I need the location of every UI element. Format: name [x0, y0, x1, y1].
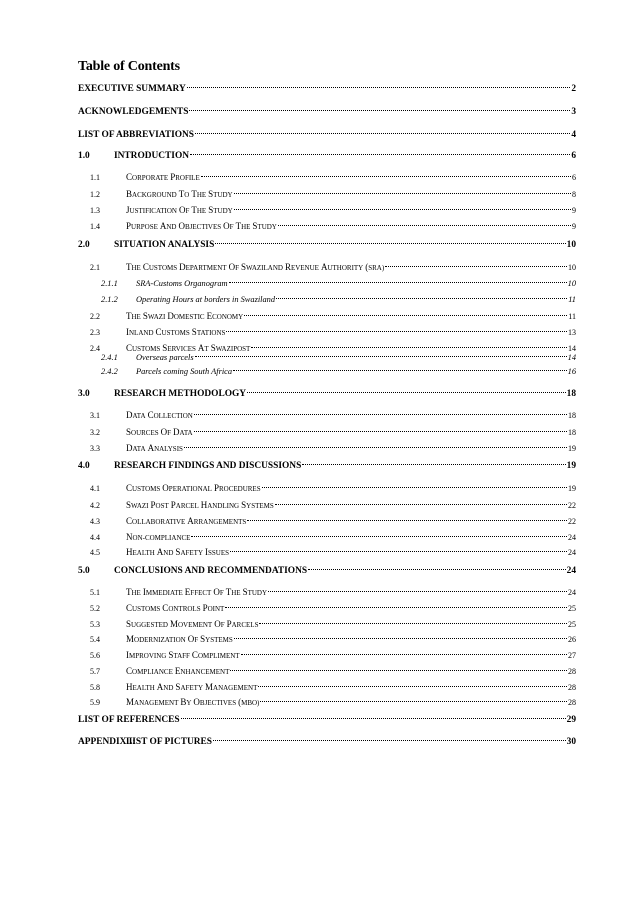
toc-entry-page-number: 24 — [568, 588, 576, 597]
toc-entry[interactable] — [90, 327, 576, 337]
toc-entry-page-number: 25 — [568, 620, 576, 629]
toc-entry[interactable] — [90, 221, 576, 231]
toc-entry-label: PURPOSE AND OBJECTIVES OF THE STUDY — [126, 221, 277, 231]
toc-entry-number: 2.1.1 — [101, 279, 118, 288]
dot-leader — [195, 356, 567, 357]
toc-entry-page-number: 10 — [566, 240, 576, 250]
toc-entry-number: 5.7 — [90, 667, 100, 676]
toc-entry-label: HEALTH AND SAFETY ISSUES — [126, 547, 230, 557]
toc-entry-label: Overseas parcels — [136, 353, 194, 362]
toc-entry-number: 3.1 — [90, 411, 100, 420]
dot-leader — [234, 193, 571, 194]
dot-leader — [251, 347, 567, 348]
toc-entry[interactable] — [90, 483, 576, 493]
toc-entry-number: 5.6 — [90, 651, 100, 660]
dot-leader — [229, 282, 567, 283]
toc-entry[interactable] — [78, 130, 576, 140]
dot-leader — [230, 551, 567, 552]
dot-leader — [260, 701, 567, 702]
toc-entry-number: 2.1.2 — [101, 295, 118, 304]
toc-entry-page-number: 28 — [568, 698, 576, 707]
dot-leader — [187, 87, 571, 88]
toc-entry[interactable] — [101, 367, 576, 376]
toc-entry-label: HEALTH AND SAFETY MANAGEMENT — [126, 682, 258, 692]
toc-entry-number: 4.4 — [90, 533, 100, 542]
toc-entry-number: 1.2 — [90, 190, 100, 199]
toc-entry-number: 3.0 — [78, 389, 90, 399]
toc-entry-page-number: 26 — [568, 635, 576, 644]
toc-entry-label: CUSTOMS OPERATIONAL PROCEDURES — [126, 483, 261, 493]
toc-entry[interactable] — [78, 461, 576, 471]
toc-entry-page-number: 22 — [568, 501, 576, 510]
toc-entry-number: 5.9 — [90, 698, 100, 707]
toc-entry-number: 1.1 — [90, 173, 100, 182]
dot-leader — [258, 686, 567, 687]
toc-entry[interactable] — [78, 151, 576, 161]
toc-entry[interactable] — [78, 737, 576, 747]
dot-leader — [244, 315, 567, 316]
toc-entry-label: RESEARCH METHODOLOGY — [114, 389, 247, 399]
toc-entry-label: MODERNIZATION OF SYSTEMS — [126, 634, 233, 644]
toc-entry-page-number: 10 — [568, 263, 576, 272]
toc-entry-page-number: 3 — [571, 107, 576, 117]
toc-entry-label: Operating Hours at borders in Swaziland — [136, 295, 276, 304]
toc-entry-page-number: 9 — [572, 206, 576, 215]
toc-entry-label: BACKGROUND TO THE STUDY — [126, 189, 233, 199]
toc-entry-number: 3.3 — [90, 444, 100, 453]
toc-entry-number: 1.4 — [90, 222, 100, 231]
toc-entry-label: THE SWAZI DOMESTIC ECONOMY — [126, 311, 244, 321]
dot-leader — [233, 370, 567, 371]
toc-entry[interactable] — [90, 311, 576, 321]
dot-leader — [241, 654, 567, 655]
dot-leader — [181, 718, 566, 719]
toc-entry[interactable] — [90, 650, 576, 660]
toc-entry-number: 5.8 — [90, 683, 100, 692]
toc-entry-page-number: 29 — [566, 715, 576, 725]
toc-entry-page-number: 14 — [567, 353, 576, 362]
toc-entry-page-number: 2 — [571, 84, 576, 94]
toc-entry-label: INTRODUCTION — [114, 151, 190, 161]
toc-entry[interactable] — [90, 410, 576, 420]
dot-leader — [190, 154, 570, 155]
toc-entry-label: CORPORATE PROFILE — [126, 172, 200, 182]
toc-entry-number: 4.1 — [90, 484, 100, 493]
toc-entry-page-number: 24 — [568, 548, 576, 557]
toc-entry-page-number: 19 — [566, 461, 576, 471]
toc-entry[interactable] — [101, 295, 576, 304]
toc-entry-label: SOURCES OF DATA — [126, 427, 193, 437]
dot-leader — [191, 536, 567, 537]
toc-entry-label: DATA COLLECTION — [126, 410, 193, 420]
dot-leader — [213, 740, 566, 741]
toc-entry-page-number: 10 — [567, 279, 576, 288]
toc-entry[interactable] — [90, 343, 576, 353]
toc-entry-number: 1.0 — [78, 151, 90, 161]
toc-entry[interactable] — [78, 84, 576, 94]
toc-entry-number: 1.3 — [90, 206, 100, 215]
toc-entry[interactable] — [90, 547, 576, 557]
dot-leader — [226, 331, 567, 332]
dot-leader — [247, 520, 567, 521]
dot-leader — [247, 392, 566, 393]
toc-entry-label: Parcels coming South Africa — [136, 367, 233, 376]
toc-entry[interactable] — [90, 500, 576, 510]
toc-entry-number: 5.3 — [90, 620, 100, 629]
toc-entry[interactable] — [78, 389, 576, 399]
toc-entry-page-number: 9 — [572, 222, 576, 231]
toc-entry-label: COMPLIANCE ENHANCEMENT — [126, 666, 230, 676]
toc-entry-page-number: 30 — [566, 737, 576, 747]
dot-leader — [201, 176, 571, 177]
toc-entry[interactable] — [90, 697, 576, 707]
toc-entry-page-number: 19 — [568, 444, 576, 453]
dot-leader — [276, 298, 567, 299]
toc-entry-label: DATA ANALYSIS — [126, 443, 183, 453]
toc-entry-number: APPENDIX I: — [78, 737, 136, 747]
toc-entry-number: 4.0 — [78, 461, 90, 471]
toc-title: Table of Contents — [78, 59, 180, 74]
toc-entry-number: 2.0 — [78, 240, 90, 250]
toc-entry-number: 4.3 — [90, 517, 100, 526]
toc-entry[interactable] — [90, 682, 576, 692]
dot-leader — [275, 504, 567, 505]
toc-entry-page-number: 6 — [572, 173, 576, 182]
toc-entry[interactable] — [90, 262, 576, 272]
toc-entry[interactable] — [90, 205, 576, 215]
toc-entry-page-number: 13 — [568, 328, 576, 337]
toc-entry-page-number: 14 — [568, 344, 576, 353]
toc-entry-label: LIST OF REFERENCES — [78, 715, 180, 725]
toc-entry-page-number: 18 — [566, 389, 576, 399]
dot-leader — [262, 487, 567, 488]
toc-entry-label: CUSTOMS SERVICES AT SWAZIPOST — [126, 343, 251, 353]
toc-entry-number: 2.2 — [90, 312, 100, 321]
toc-entry-label: SRA-Customs Organogram — [136, 279, 228, 288]
toc-entry-page-number: 19 — [568, 484, 576, 493]
toc-entry-page-number: 8 — [572, 190, 576, 199]
toc-entry[interactable] — [90, 443, 576, 453]
toc-entry-label: EXECUTIVE SUMMARY — [78, 84, 186, 94]
toc-entry-label: CUSTOMS CONTROLS POINT — [126, 603, 225, 613]
toc-entry-page-number: 24 — [568, 533, 576, 542]
toc-entry-label: NON-COMPLIANCE — [126, 532, 191, 542]
toc-entry[interactable] — [90, 587, 576, 597]
toc-entry-label: SITUATION ANALYSIS — [114, 240, 215, 250]
toc-entry-page-number: 27 — [568, 651, 576, 660]
dot-leader — [234, 209, 571, 210]
toc-entry-label: LIST OF ABBREVIATIONS — [78, 130, 195, 140]
dot-leader — [215, 243, 565, 244]
toc-entry-label: SWAZI POST PARCEL HANDLING SYSTEMS — [126, 500, 274, 510]
toc-entry[interactable] — [90, 427, 576, 437]
dot-leader — [278, 225, 571, 226]
toc-entry-page-number: 18 — [568, 411, 576, 420]
toc-entry-label: THE IMMEDIATE EFFECT OF THE STUDY — [126, 587, 268, 597]
toc-entry-page-number: 22 — [568, 517, 576, 526]
toc-entry-number: 5.2 — [90, 604, 100, 613]
dot-leader — [268, 591, 567, 592]
toc-entry[interactable] — [90, 634, 576, 644]
toc-entry-label: COLLABORATIVE ARRANGEMENTS — [126, 516, 247, 526]
dot-leader — [259, 623, 567, 624]
toc-entry-page-number: 6 — [571, 151, 576, 161]
toc-entry[interactable] — [78, 240, 576, 250]
toc-entry-number: 2.1 — [90, 263, 100, 272]
toc-entry-page-number: 11 — [568, 312, 576, 321]
dot-leader — [385, 266, 567, 267]
toc-entry-number: 4.5 — [90, 548, 100, 557]
toc-entry[interactable] — [78, 715, 576, 725]
toc-entry[interactable] — [101, 279, 576, 288]
toc-entry-label: LIST OF PICTURES — [126, 737, 212, 747]
toc-entry[interactable] — [78, 107, 576, 117]
dot-leader — [230, 670, 567, 671]
toc-entry-page-number: 11 — [568, 295, 576, 304]
toc-entry-label: ACKNOWLEDGEMENTS — [78, 107, 189, 117]
dot-leader — [225, 607, 567, 608]
toc-entry-label: MANAGEMENT BY OBJECTIVES (MBO) — [126, 697, 260, 707]
toc-entry[interactable] — [90, 666, 576, 676]
dot-leader — [194, 414, 567, 415]
dot-leader — [302, 464, 565, 465]
toc-entry-page-number: 28 — [568, 683, 576, 692]
toc-entry-number: 2.4.1 — [101, 353, 118, 362]
toc-entry-number: 2.3 — [90, 328, 100, 337]
toc-entry-label: THE CUSTOMS DEPARTMENT OF SWAZILAND REVENUE AUTHORITY (SRA) — [126, 262, 385, 272]
toc-entry[interactable] — [90, 603, 576, 613]
toc-entry-number: 2.4.2 — [101, 367, 118, 376]
toc-entry-label: IMPROVING STAFF COMPLIMENT — [126, 650, 240, 660]
toc-entry[interactable] — [90, 172, 576, 182]
dot-leader — [194, 431, 567, 432]
toc-entry-page-number: 16 — [567, 367, 576, 376]
toc-entry[interactable] — [90, 619, 576, 629]
toc-entry-page-number: 24 — [566, 566, 576, 576]
toc-entry-label: INLAND CUSTOMS STATIONS — [126, 327, 226, 337]
toc-entry-label: RESEARCH FINDINGS AND DISCUSSIONS — [114, 461, 302, 471]
toc-entry-number: 2.4 — [90, 344, 100, 353]
toc-entry-label: CONCLUSIONS AND RECOMMENDATIONS — [114, 566, 308, 576]
toc-entry-number: 5.1 — [90, 588, 100, 597]
toc-entry-label: SUGGESTED MOVEMENT OF PARCELS — [126, 619, 259, 629]
toc-entry[interactable] — [90, 516, 576, 526]
dot-leader — [234, 638, 567, 639]
toc-entry-page-number: 25 — [568, 604, 576, 613]
dot-leader — [308, 569, 566, 570]
toc-entry-page-number: 28 — [568, 667, 576, 676]
toc-entry-number: 5.4 — [90, 635, 100, 644]
toc-entry-number: 4.2 — [90, 501, 100, 510]
toc-entry-page-number: 18 — [568, 428, 576, 437]
toc-entry-number: 5.0 — [78, 566, 90, 576]
toc-entry[interactable] — [101, 353, 576, 362]
toc-entry[interactable] — [90, 189, 576, 199]
dot-leader — [189, 110, 570, 111]
dot-leader — [184, 447, 567, 448]
toc-entry-number: 3.2 — [90, 428, 100, 437]
toc-entry[interactable] — [78, 566, 576, 576]
dot-leader — [195, 133, 570, 134]
toc-entry-page-number: 4 — [571, 130, 576, 140]
toc-entry-label: JUSTIFICATION OF THE STUDY — [126, 205, 233, 215]
toc-entry[interactable] — [90, 532, 576, 542]
